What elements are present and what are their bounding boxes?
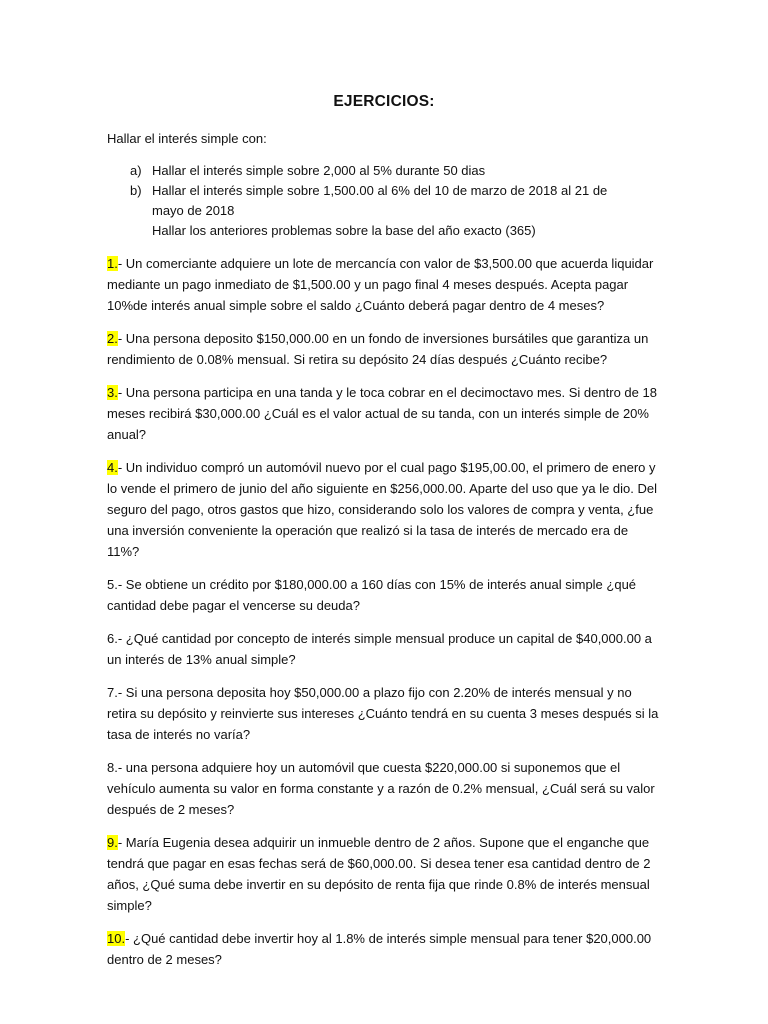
intro-text: Hallar el interés simple con: <box>107 131 267 146</box>
sub-exercise-list <box>130 161 630 241</box>
problem-item <box>107 253 663 316</box>
problem-number: 2. <box>107 331 118 346</box>
problem-text: - Se obtiene un crédito por $180,000.00 a 160 días con 15% de interés anual simple ¿qué cantidad debe pagar el vencerse su deuda? <box>107 577 637 613</box>
problem-number: 8. <box>107 760 118 775</box>
problem-text: - ¿Qué cantidad debe invertir hoy al 1.8% de interés simple mensual para tener $20,000.00 dentro de 2 meses? <box>107 931 652 967</box>
problem-item <box>107 757 663 820</box>
sub-exercise-note: Hallar los anteriores problemas sobre la base del año exacto (365) <box>152 223 536 238</box>
page-title: EJERCICIOS: <box>333 93 435 110</box>
problem-text: - Un comerciante adquiere un lote de mercancía con valor de $3,500.00 que acuerda liquidar mediante un pago inmediato de $1,500.00 y un pago final 4 meses después. Acepta pagar 10%de interés anual simple sobre el saldo ¿Cuánto deberá pagar dentro de 4 meses? <box>107 256 654 313</box>
sub-exercise-text: Hallar el interés simple sobre 2,000 al 5% durante 50 dias <box>152 163 486 178</box>
problem-number: 3. <box>107 385 118 400</box>
problem-text: - Si una persona deposita hoy $50,000.00 a plazo fijo con 2.20% de interés mensual y no retira su depósito y reinvierte sus intereses ¿Cuánto tendrá en su cuenta 3 meses después si la tasa de interés no varía? <box>107 685 659 742</box>
sub-exercise-item <box>130 161 630 181</box>
problem-number: 5. <box>107 577 118 592</box>
list-marker: a) <box>130 163 142 178</box>
problem-item <box>107 382 663 445</box>
sub-exercise-text: Hallar el interés simple sobre 1,500.00 al 6% del 10 de marzo de 2018 al 21 de mayo de 2018 <box>152 183 608 218</box>
problem-text: - una persona adquiere hoy un automóvil que cuesta $220,000.00 si suponemos que el vehículo aumenta su valor en forma constante y a razón de 0.2% mensual, ¿Cuál será su valor después de 2 meses? <box>107 760 655 817</box>
problem-item <box>107 682 663 745</box>
problem-number: 9. <box>107 835 118 850</box>
problem-list <box>107 253 663 982</box>
problem-item <box>107 832 663 916</box>
problem-item <box>107 574 663 616</box>
list-marker: b) <box>130 183 142 198</box>
problem-number: 1. <box>107 256 118 271</box>
problem-item <box>107 457 663 562</box>
problem-number: 4. <box>107 460 118 475</box>
problem-text: - María Eugenia desea adquirir un inmueble dentro de 2 años. Supone que el enganche que tendrá que pagar en esas fechas será de $60,000.00. Si desea tener esa cantidad dentro de 2 años, ¿Qué suma debe invertir en su depósito de renta fija que rinde 0.8% de interés mensual simple? <box>107 835 651 913</box>
problem-text: - Una persona participa en una tanda y le toca cobrar en el decimoctavo mes. Si dentro de 18 meses recibirá $30,000.00 ¿Cuál es el valor actual de su tanda, con un interés simple de 20% anual? <box>107 385 657 442</box>
problem-text: - Un individuo compró un automóvil nuevo por el cual pago $195,00.00, el primero de enero y lo vende el primero de junio del año siguiente en $256,000.00. Aparte del uso que ya le dio. Del seguro del pago, otros gastos que hizo, considerando solo los valores de compra y venta, ¿fue una inversión conveniente la operación que realizó si la tasa de interés de mercado era de 11%? <box>107 460 657 559</box>
problem-number: 6. <box>107 631 118 646</box>
problem-item <box>107 628 663 670</box>
problem-item <box>107 328 663 370</box>
problem-item <box>107 928 663 970</box>
sub-exercise-item <box>130 181 630 221</box>
problem-text: - Una persona deposito $150,000.00 en un fondo de inversiones bursátiles que garantiza un rendimiento de 0.08% mensual. Si retira su depósito 24 días después ¿Cuánto recibe? <box>107 331 649 367</box>
problem-text: - ¿Qué cantidad por concepto de interés simple mensual produce un capital de $40,000.00 a un interés de 13% anual simple? <box>107 631 652 667</box>
problem-number: 10. <box>107 931 126 946</box>
problem-number: 7. <box>107 685 118 700</box>
